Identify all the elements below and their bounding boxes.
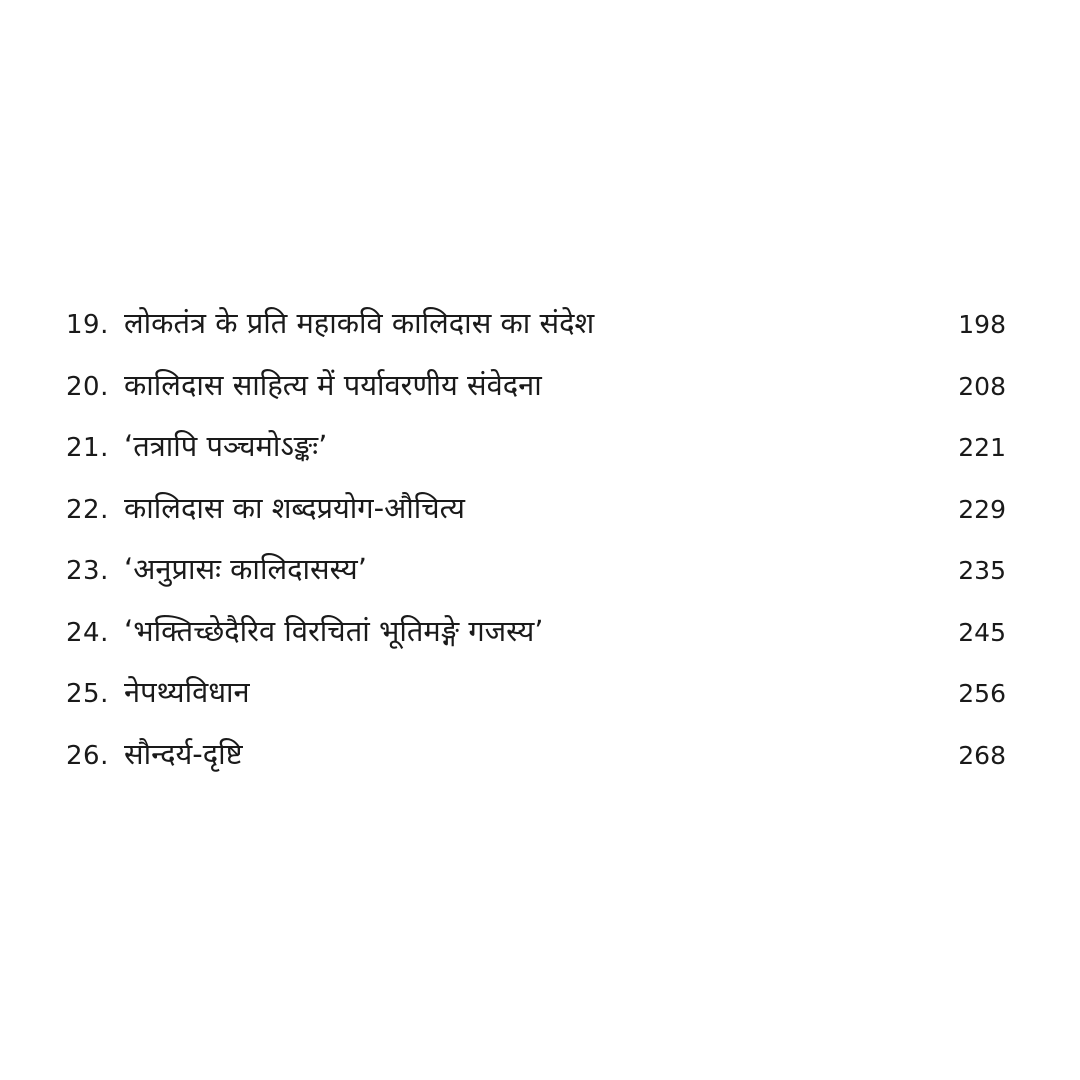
toc-entry [66, 416, 1006, 478]
toc-entry-title: कालिदास का शब्दप्रयोग-औचित्य [124, 490, 465, 525]
toc-entry-left [66, 539, 367, 603]
toc-entry-number: 20. [66, 371, 109, 402]
toc-entry-title: सौन्दर्य-दृष्टि [124, 736, 243, 771]
toc-entry-left [66, 355, 542, 419]
toc-entry-number: 23. [66, 556, 109, 586]
toc-entry-number: 24. [66, 617, 109, 648]
toc-entry-page: 268 [958, 740, 1006, 770]
toc-entry [66, 539, 1006, 601]
toc-entry-number: 21. [66, 433, 109, 463]
toc-entry [66, 478, 1006, 540]
toc-entry-page: 229 [958, 494, 1006, 524]
toc-entry-page: 256 [958, 679, 1006, 708]
toc-entry [66, 662, 1006, 724]
toc-entry-page: 235 [958, 556, 1006, 585]
toc-entry-page: 221 [958, 433, 1006, 462]
toc-entry-left [66, 724, 243, 788]
table-of-contents [66, 293, 1006, 785]
toc-entry-left [66, 601, 544, 665]
toc-entry [66, 293, 1006, 355]
toc-entry-number: 26. [66, 740, 109, 771]
toc-entry-left [66, 662, 250, 726]
toc-entry-title: कालिदास साहित्य में पर्यावरणीय संवेदना [124, 367, 542, 402]
toc-entry [66, 601, 1006, 663]
toc-entry-title: ‘अनुप्रासः कालिदासस्य’ [124, 552, 367, 586]
toc-entry-page: 245 [958, 617, 1006, 647]
toc-entry-left [66, 293, 594, 357]
toc-entry-number: 25. [66, 679, 109, 709]
toc-entry [66, 724, 1006, 786]
toc-entry-page: 198 [958, 310, 1006, 339]
toc-entry-title: ‘तत्रापि पञ्चमोऽङ्कः’ [124, 429, 328, 463]
toc-entry-page: 208 [958, 371, 1006, 401]
toc-entry-number: 19. [66, 310, 109, 340]
toc-entry-left [66, 416, 327, 480]
toc-entry-left [66, 478, 465, 542]
toc-entry-number: 22. [66, 494, 109, 525]
toc-entry-title: नेपथ्यविधान [124, 675, 250, 709]
toc-entry [66, 355, 1006, 417]
toc-entry-title: लोकतंत्र के प्रति महाकवि कालिदास का संदेश [124, 306, 595, 340]
toc-entry-title: ‘भक्तिच्छेदैरिव विरचितां भूतिमङ्गे गजस्य’ [124, 613, 544, 648]
